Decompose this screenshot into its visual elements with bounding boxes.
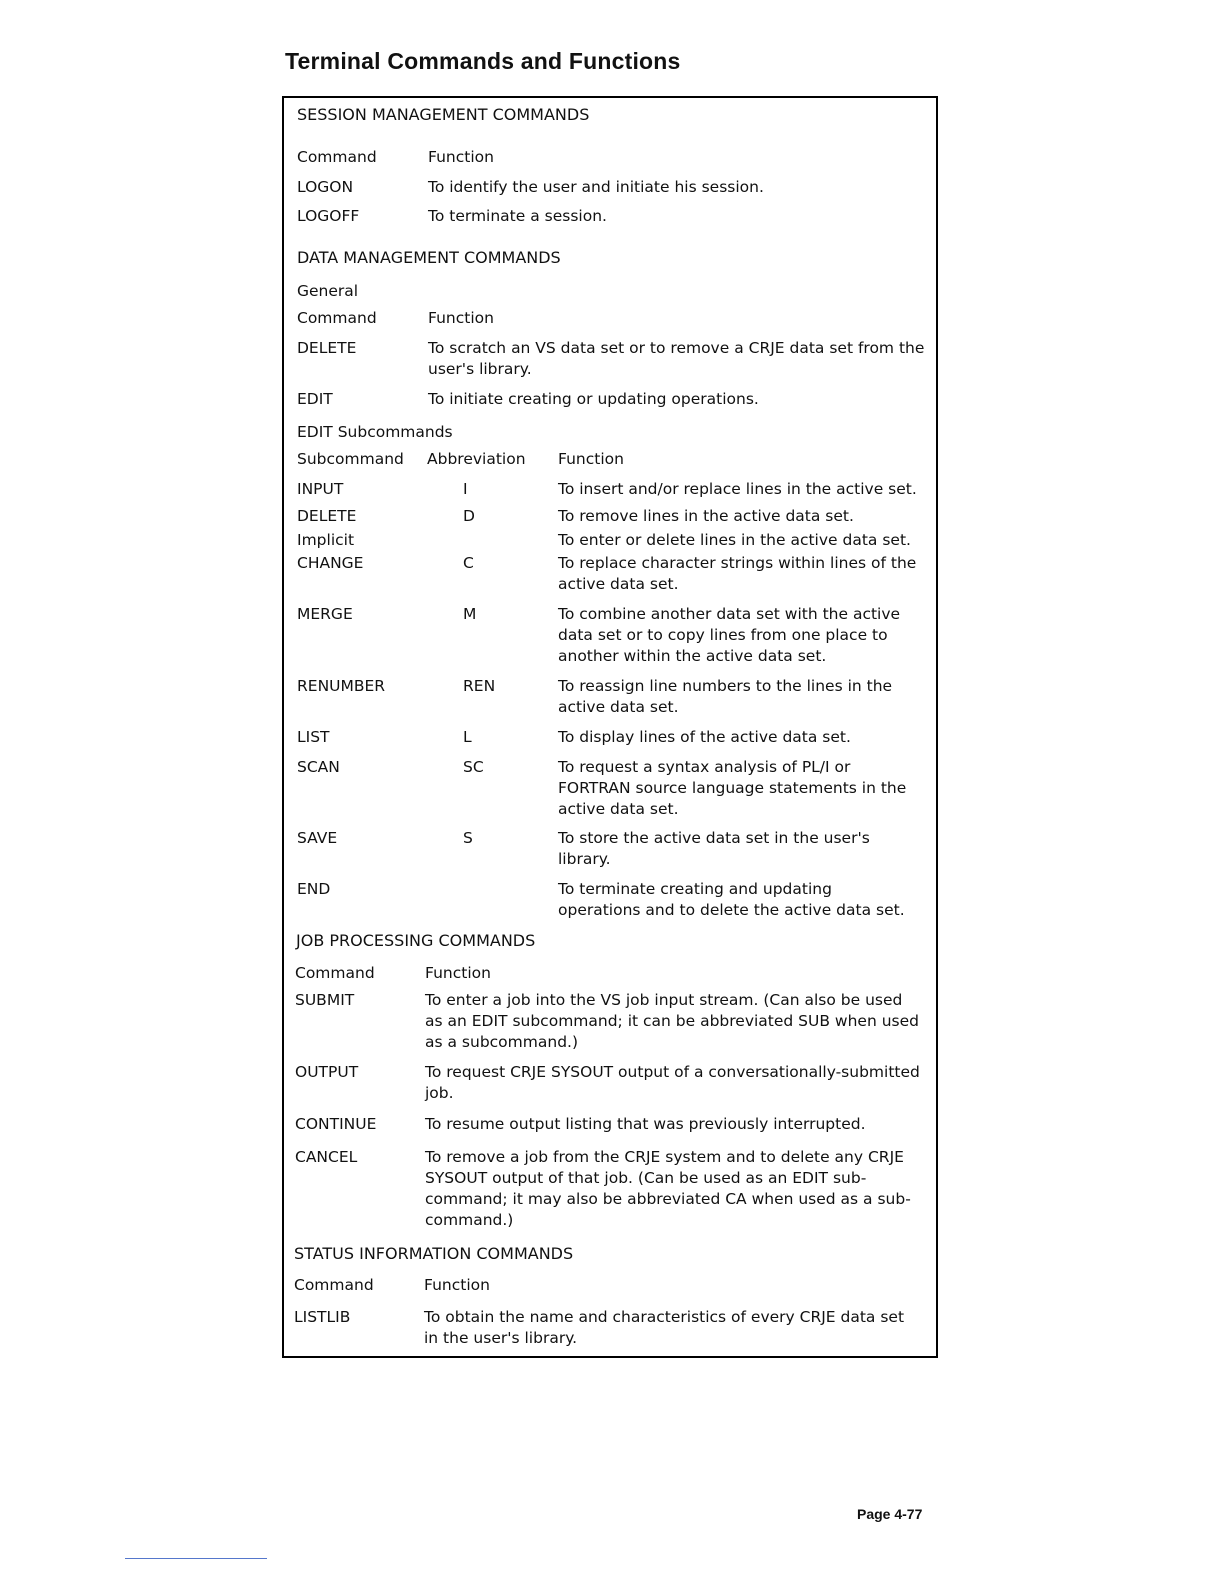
edit-fn-implicit: To enter or delete lines in the active data set.	[558, 531, 911, 549]
job-cmd-submit: SUBMIT	[295, 991, 355, 1009]
session-fn-logoff: To terminate a session.	[428, 207, 607, 225]
edit-col-function: Function	[558, 450, 624, 468]
data-mgmt-fn-edit: To initiate creating or updating operations.	[428, 390, 759, 408]
data-mgmt-general: General	[297, 282, 359, 300]
job-heading: JOB PROCESSING COMMANDS	[296, 931, 536, 950]
page-title: Terminal Commands and Functions	[285, 48, 681, 74]
edit-abbr-list: L	[463, 728, 472, 746]
status-fn-listlib: To obtain the name and characteristics of every CRJE data set in the user's library.	[424, 1308, 905, 1347]
data-mgmt-cmd-delete: DELETE	[297, 339, 357, 357]
edit-subcommands-heading: EDIT Subcommands	[297, 423, 453, 441]
edit-cmd-end: END	[297, 880, 331, 898]
edit-cmd-save: SAVE	[297, 829, 338, 847]
edit-cmd-delete: DELETE	[297, 507, 357, 525]
job-fn-submit: To enter a job into the VS job input stream. (Can also be used as an EDIT subcommand; it can be abbreviated SUB when used as a subcommand.)	[425, 991, 919, 1051]
edit-abbr-change: C	[463, 554, 474, 572]
edit-cmd-list: LIST	[297, 728, 330, 746]
edit-col-subcommand: Subcommand	[297, 450, 404, 468]
edit-cmd-input: INPUT	[297, 480, 344, 498]
page-number: Page 4-77	[857, 1506, 923, 1522]
edit-fn-scan: To request a syntax analysis of PL/I or FORTRAN source language statements in the active data set.	[558, 758, 907, 818]
data-mgmt-fn-delete: To scratch an VS data set or to remove a CRJE data set from the user's library.	[428, 339, 925, 378]
edit-fn-change: To replace character strings within lines of the active data set.	[558, 554, 917, 593]
footer-rule	[125, 1558, 267, 1559]
status-col-command: Command	[294, 1276, 374, 1294]
edit-fn-delete: To remove lines in the active data set.	[558, 507, 854, 525]
edit-cmd-merge: MERGE	[297, 605, 353, 623]
job-fn-cancel: To remove a job from the CRJE system and to delete any CRJE SYSOUT output of that job. (Can be used as an EDIT sub-command; it may also be abbreviated CA when used as a sub-command.)	[425, 1148, 911, 1229]
edit-col-abbreviation: Abbreviation	[427, 450, 526, 468]
job-cmd-cancel: CANCEL	[295, 1148, 358, 1166]
edit-abbr-merge: M	[463, 605, 477, 623]
session-cmd-logoff: LOGOFF	[297, 207, 360, 225]
edit-fn-input: To insert and/or replace lines in the active set.	[558, 480, 917, 498]
edit-abbr-renumber: REN	[463, 677, 496, 695]
session-fn-logon: To identify the user and initiate his session.	[428, 178, 764, 196]
session-col-command: Command	[297, 148, 377, 166]
data-mgmt-col-function: Function	[428, 309, 494, 327]
job-fn-output: To request CRJE SYSOUT output of a conversationally-submitted job.	[425, 1063, 920, 1102]
status-cmd-listlib: LISTLIB	[294, 1308, 351, 1326]
edit-cmd-change: CHANGE	[297, 554, 364, 572]
data-mgmt-col-command: Command	[297, 309, 377, 327]
job-cmd-output: OUTPUT	[295, 1063, 359, 1081]
edit-fn-merge: To combine another data set with the active data set or to copy lines from one place to another within the active data set.	[558, 605, 901, 665]
session-col-function: Function	[428, 148, 494, 166]
job-cmd-continue: CONTINUE	[295, 1115, 377, 1133]
edit-fn-end: To terminate creating and updating operations and to delete the active data set.	[558, 880, 905, 919]
job-col-command: Command	[295, 964, 375, 982]
status-col-function: Function	[424, 1276, 490, 1294]
edit-fn-list: To display lines of the active data set.	[558, 728, 851, 746]
data-mgmt-heading: DATA MANAGEMENT COMMANDS	[297, 248, 561, 267]
edit-cmd-renumber: RENUMBER	[297, 677, 386, 695]
job-fn-continue: To resume output listing that was previously interrupted.	[425, 1115, 866, 1133]
data-mgmt-cmd-edit: EDIT	[297, 390, 333, 408]
edit-abbr-delete: D	[463, 507, 475, 525]
edit-fn-save: To store the active data set in the user's library.	[558, 829, 870, 868]
status-heading: STATUS INFORMATION COMMANDS	[294, 1244, 574, 1263]
session-heading: SESSION MANAGEMENT COMMANDS	[297, 105, 590, 124]
edit-cmd-implicit: Implicit	[297, 531, 355, 549]
job-col-function: Function	[425, 964, 491, 982]
edit-abbr-scan: SC	[463, 758, 484, 776]
edit-fn-renumber: To reassign line numbers to the lines in the active data set.	[558, 677, 893, 716]
edit-abbr-input: I	[463, 480, 468, 498]
edit-cmd-scan: SCAN	[297, 758, 340, 776]
edit-abbr-save: S	[463, 829, 473, 847]
session-cmd-logon: LOGON	[297, 178, 354, 196]
